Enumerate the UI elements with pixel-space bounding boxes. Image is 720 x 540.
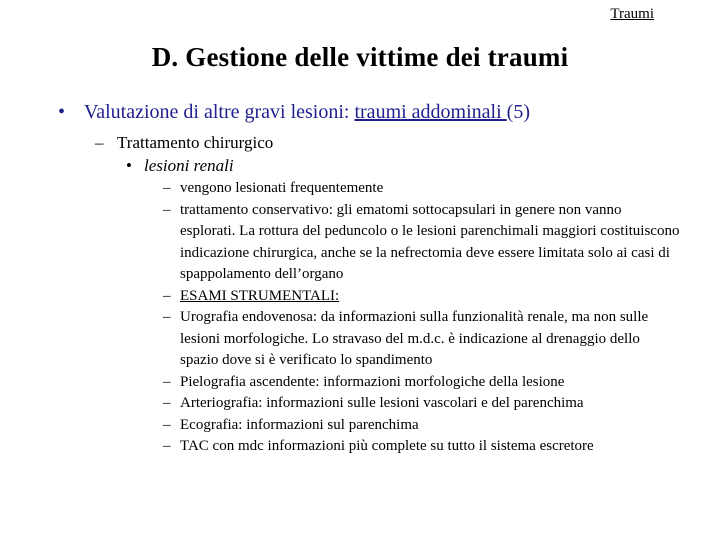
dash-icon: – — [163, 287, 171, 304]
list-item-text: Pielografia ascendente: informazioni morfologiche della lesione — [180, 373, 565, 390]
bullet-level3 — [126, 156, 234, 176]
list-item — [160, 436, 680, 458]
dash-icon: – — [163, 416, 171, 433]
list-item-text: Urografia endovenosa: da informazioni sulla funzionalità renale, ma non sulle lesioni morfologiche. Lo stravaso del m.d.c. è indicazione al drenaggio dello spazio dove si è verificato lo spandimento — [180, 309, 649, 368]
bullet-level1 — [58, 101, 530, 124]
dash-icon: – — [163, 373, 171, 390]
list-item — [160, 393, 680, 415]
level1-suffix: (5) — [506, 101, 530, 123]
list-item-text: TAC con mdc informazioni più complete su tutto il sistema escretore — [180, 438, 594, 454]
list-item-text: vengono lesionati frequentemente — [180, 180, 384, 196]
bullet-icon: • — [126, 156, 132, 175]
list-item — [160, 200, 680, 286]
dash-icon: – — [163, 309, 171, 325]
list-item — [160, 415, 680, 437]
dash-icon: – — [163, 438, 171, 454]
list-item-text: trattamento conservativo: gli ematomi sottocapsulari in genere non vanno esplorati. La rottura del peduncolo o le lesioni parenchimali maggiori costituiscono indicazione chirurgica, anche se la nefrectomia deve essere limitata solo ai casi di spappolamento dell’organo — [180, 201, 680, 282]
level2-text: Trattamento chirurgico — [117, 133, 274, 152]
bullet-level2 — [95, 133, 273, 153]
list-item — [160, 372, 680, 394]
dash-icon: – — [163, 201, 171, 218]
level3-text: lesioni renali — [144, 156, 234, 175]
list-item — [160, 286, 680, 308]
list-item — [160, 307, 680, 372]
dash-icon: – — [163, 395, 171, 411]
esami-strumentali-link[interactable]: ESAMI STRUMENTALI: — [180, 287, 340, 304]
dash-icon: – — [95, 133, 104, 152]
list-item — [160, 178, 680, 200]
bullet-icon: • — [58, 101, 66, 123]
list-item-text: Ecografia: informazioni sul parenchima — [180, 416, 419, 433]
dash-icon: – — [163, 180, 171, 196]
detail-list — [160, 178, 680, 458]
list-item-text: Arteriografia: informazioni sulle lesioni vascolari e del parenchima — [180, 395, 584, 411]
level1-text: Valutazione di altre gravi lesioni: — [84, 101, 355, 123]
traumi-link[interactable]: Traumi — [610, 6, 654, 22]
slide-title: D. Gestione delle vittime dei traumi — [151, 42, 569, 72]
traumi-addominali-link[interactable]: traumi addominali — [354, 101, 507, 123]
